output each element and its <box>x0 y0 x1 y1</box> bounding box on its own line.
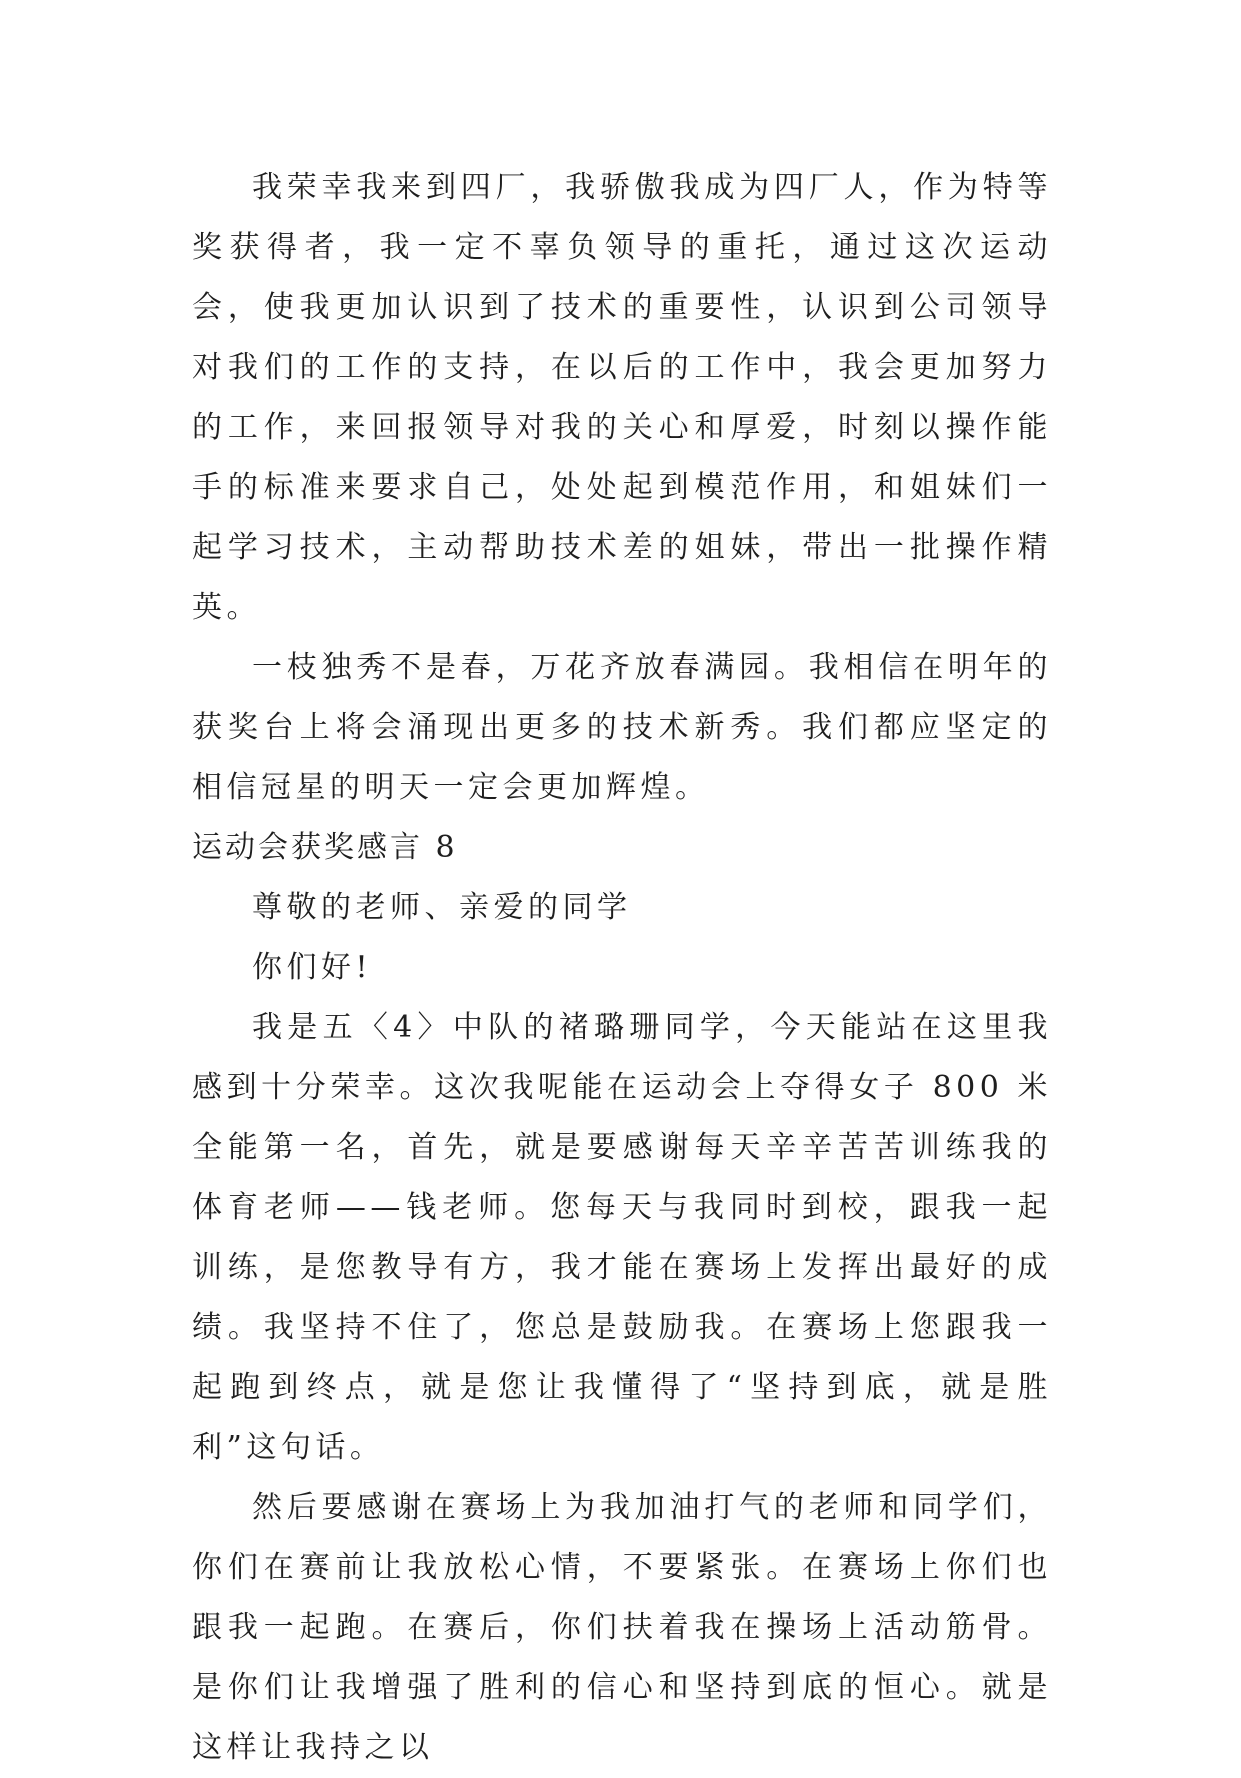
paragraph: 然后要感谢在赛场上为我加油打气的老师和同学们，你们在赛前让我放松心情，不要紧张。在赛场上你们也跟我一起跑。在赛后，你们扶着我在操场上活动筋骨。是你们让我增强了胜利的信心和坚持到底的恒心。就是这样让我持之以 <box>192 1490 1052 1765</box>
paragraph: 我荣幸我来到四厂，我骄傲我成为四厂人，作为特等奖获得者，我一定不辜负领导的重托，通过这次运动会，使我更加认识到了技术的重要性，认识到公司领导对我们的工作的支持，在以后的工作中，我会更加努力的工作，来回报领导对我的关心和厚爱，时刻以操作能手的标准来要求自己，处处起到模范作用，和姐妹们一起学习技术，主动帮助技术差的姐妹，带出一批操作精英。 <box>192 170 1052 625</box>
paragraph: 一枝独秀不是春，万花齐放春满园。我相信在明年的获奖台上将会涌现出更多的技术新秀。我们都应坚定的相信冠星的明天一定会更加辉煌。 <box>192 650 1052 805</box>
greeting: 你们好! <box>252 950 373 985</box>
section-heading: 运动会获奖感言 8 <box>192 830 458 865</box>
paragraph: 我是五〈4〉中队的褚璐珊同学，今天能站在这里我感到十分荣幸。这次我呢能在运动会上夺得女子 800 米全能第一名，首先，就是要感谢每天辛辛苦苦训练我的体育老师——钱老师。您每天与我同时到校，跟我一起训练，是您教导有方，我才能在赛场上发挥出最好的成绩。我坚持不住了，您总是鼓励我。在赛场上您跟我一起跑到终点，就是您让我懂得了“坚持到底，就是胜利”这句话。 <box>192 1010 1052 1465</box>
document-body <box>192 158 1052 1778</box>
salutation: 尊敬的老师、亲爱的同学 <box>252 890 632 925</box>
